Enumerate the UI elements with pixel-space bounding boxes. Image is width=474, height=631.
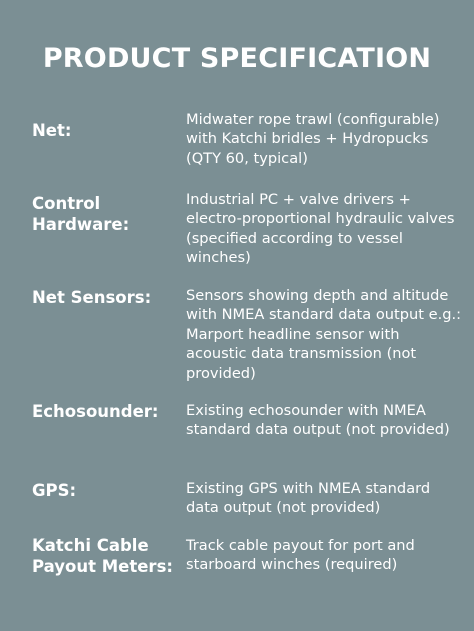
spec-label: Echosounder:: [32, 402, 159, 421]
spec-label: GPS:: [32, 481, 77, 500]
page-title: PRODUCT SPECIFICATION: [42, 43, 432, 74]
spec-label: Katchi Cable Payout Meters:: [32, 536, 173, 576]
spec-label: Net:: [32, 121, 72, 140]
spec-value: Existing GPS with NMEA standard data output (not provided): [186, 480, 431, 517]
spec-label: Net Sensors:: [32, 288, 152, 307]
spec-value: Industrial PC + valve drivers + electro-proportional hydraulic valves (specified according to vessel winches): [186, 191, 455, 267]
spec-value: Midwater rope trawl (configurable) with Katchi bridles + Hydropucks (QTY 60, typical): [186, 111, 440, 167]
spec-value: Track cable payout for port and starboard winches (required): [186, 537, 415, 574]
spec-value: Existing echosounder with NMEA standard data output (not provided): [186, 402, 450, 439]
spec-label: Control Hardware:: [32, 194, 130, 234]
spec-value: Sensors showing depth and altitude with NMEA standard data output e.g.: Marport headline sensor with acoustic data transmission (not provided): [186, 287, 462, 382]
